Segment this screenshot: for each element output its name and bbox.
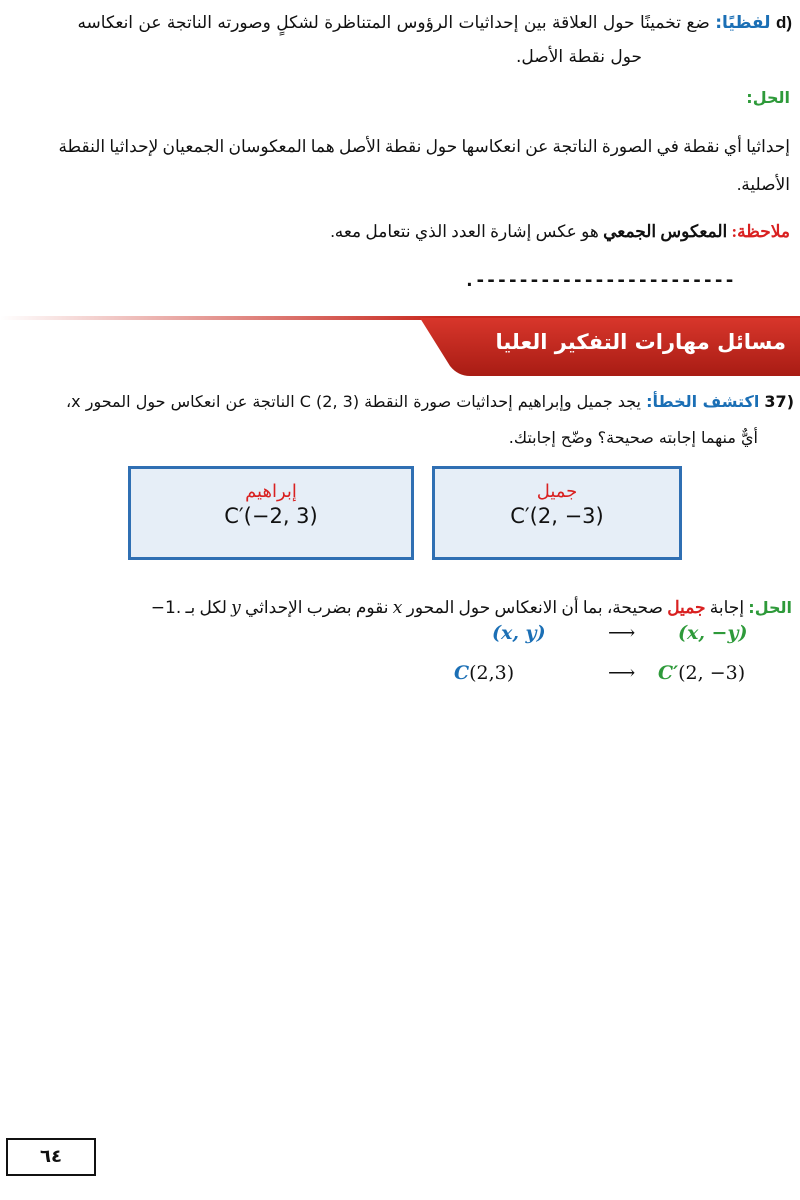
solution2-text-d: لكل بـ — [185, 598, 227, 617]
math-row1-arrow: ⟶ — [608, 622, 636, 644]
part-d-text1: ضع تخمينًا حول العلاقة بين إحداثيات الرؤوس المتناظرة لشكلٍ وصورته الناتجة عن انعكاسه — [77, 13, 710, 33]
answer-value: C′(−2, 3) — [224, 504, 318, 528]
solution2-name: جميل — [667, 598, 706, 617]
solution2-var-x: x — [392, 598, 403, 618]
solution2-var-y: y — [231, 598, 241, 618]
part-d-letter: d) — [775, 13, 792, 32]
math-row2-left-rest: (2,3) — [469, 662, 515, 684]
problem-text2: أيٌّ منهما إجابته صحيحة؟ وضّح إجابتك. — [508, 428, 758, 447]
problem-37-line1 — [0, 384, 794, 420]
part-d-label: لفظيًا: — [715, 13, 771, 33]
solution2-heading: الحل: — [748, 598, 792, 617]
note-term: المعكوس الجمعي — [603, 222, 728, 241]
math-row2-right-rest: (2, −3) — [678, 662, 746, 684]
answer-box-ibrahim — [128, 466, 414, 560]
answer-box-jamil — [432, 466, 682, 560]
math-row2-left — [454, 662, 514, 684]
answer-name: جميل — [536, 481, 578, 502]
problem-text1: يجد جميل وإبراهيم إحداثيات صورة النقطة C (2, 3) الناتجة عن انعكاس حول المحور x، — [66, 392, 641, 411]
part-d-text2: حول نقطة الأصل. — [516, 47, 642, 67]
section-divider: .------------------------ — [464, 270, 735, 291]
math-row1-left: (x, y) — [492, 622, 546, 644]
solution2 — [2, 598, 792, 618]
hot-banner — [420, 314, 800, 376]
math-row2-right-label: C′ — [658, 662, 679, 684]
answer-value: C′(2, −3) — [510, 504, 604, 528]
solution1-heading: الحل: — [746, 88, 790, 107]
math-row2-arrow: ⟶ — [608, 662, 636, 684]
solution1-text: إحداثيا أي نقطة في الصورة الناتجة عن انعكاسها حول نقطة الأصل هما المعكوسان الجمعيان لإحداثيا النقطة الأصلية. — [58, 137, 790, 194]
solution2-multiplier: −1. — [150, 598, 182, 618]
answer-name: إبراهيم — [245, 481, 297, 502]
solution2-text-c: نقوم بضرب الإحداثي — [245, 598, 389, 617]
solution2-text-a: إجابة — [709, 598, 745, 617]
part-d-question — [8, 6, 792, 74]
math-row2-left-label: C — [454, 662, 470, 684]
note — [10, 222, 790, 242]
problem-number: 37) — [764, 392, 794, 411]
problem-label: اكتشف الخطأ: — [646, 392, 760, 411]
note-text: هو عكس إشارة العدد الذي نتعامل معه. — [330, 222, 599, 241]
problem-37 — [0, 384, 794, 456]
math-row2-right — [658, 662, 745, 684]
note-label: ملاحظة: — [731, 222, 790, 241]
math-row1-right: (x, −y) — [678, 622, 748, 644]
banner-title: مسائل مهارات التفكير العليا — [495, 330, 786, 354]
solution2-text-b: صحيحة، بما أن الانعكاس حول المحور — [406, 598, 663, 617]
page-number: ٦٤ — [6, 1138, 96, 1176]
part-d-line1 — [8, 6, 792, 40]
